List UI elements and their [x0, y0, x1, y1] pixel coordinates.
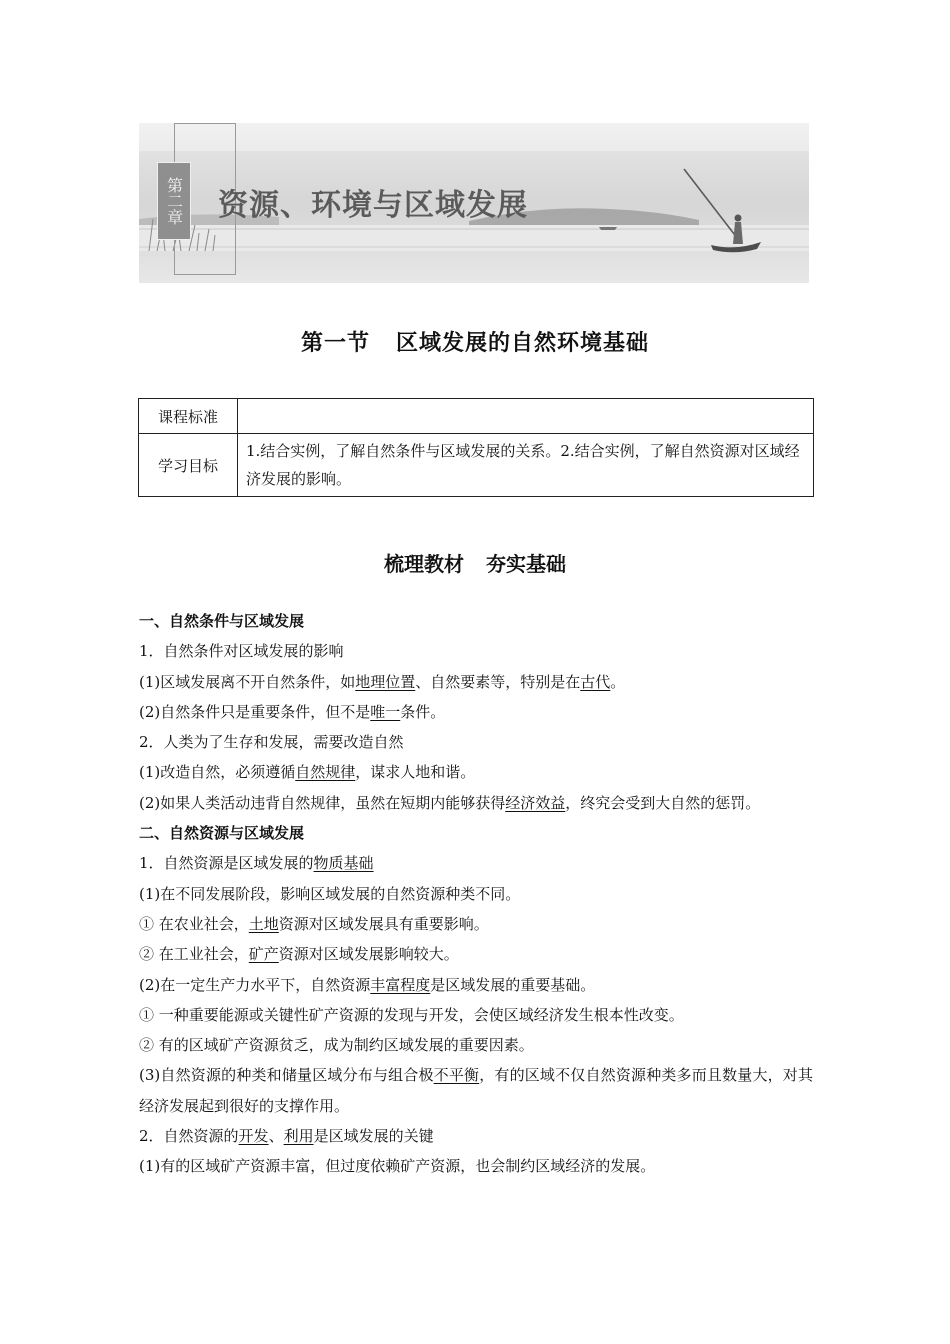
content-paragraph: 1．自然条件对区域发展的影响	[139, 642, 344, 661]
content-paragraph: 2．自然资源的开发、利用是区域发展的关键	[139, 1127, 434, 1146]
table-label-learning-goals: 学习目标	[139, 434, 238, 497]
blank-answer: 丰富程度	[370, 975, 431, 994]
content-paragraph: 2．人类为了生存和发展，需要改造自然	[139, 733, 404, 752]
subsection-heading-part2: 夯实基础	[486, 552, 566, 576]
content-paragraph: 1．自然资源是区域发展的物质基础	[139, 854, 374, 873]
subsection-heading	[0, 548, 950, 577]
blank-answer: 自然规律	[295, 763, 356, 782]
content-paragraph: ① 一种重要能源或关键性矿产资源的发现与开发，会使区域经济发生根本性改变。	[139, 1005, 684, 1024]
content-paragraph: (2)如果人类活动违背自然规律，虽然在短期内能够获得经济效益，终究会受到大自然的惩罚。	[139, 793, 761, 812]
content-heading-natural-conditions: 一、自然条件与区域发展	[139, 612, 305, 630]
blank-answer: 土地	[248, 914, 279, 933]
blank-answer: 经济效益	[505, 793, 566, 812]
table-value-curriculum-standard	[238, 399, 814, 434]
section-title	[0, 326, 950, 357]
content-paragraph: (1)在不同发展阶段，影响区域发展的自然资源种类不同。	[139, 884, 521, 903]
content-paragraph: (3)自然资源的种类和储量区域分布与组合极不平衡，有的区域不仅自然资源种类多而且数量大，对其经济发展起到很好的支撑作用。	[139, 1066, 813, 1115]
blank-answer: 古代	[580, 672, 611, 691]
chapter-title: 资源、环境与区域发展	[218, 188, 528, 223]
table-row	[139, 399, 814, 434]
content-heading-natural-resources: 二、自然资源与区域发展	[139, 824, 305, 843]
subsection-heading-part1: 梳理教材	[384, 552, 464, 576]
content-paragraph: (2)自然条件只是重要条件，但不是唯一条件。	[139, 702, 446, 721]
chapter-number-badge: 第二章	[157, 162, 191, 240]
content-paragraph: (1)有的区域矿产资源丰富，但过度依赖矿产资源，也会制约区域经济的发展。	[139, 1157, 656, 1176]
content-paragraph: ② 在工业社会，矿产资源对区域发展影响较大。	[139, 945, 459, 964]
content-paragraph: ② 有的区域矿产资源贫乏，成为制约区域发展的重要因素。	[139, 1036, 534, 1055]
blank-answer: 开发	[238, 1127, 269, 1146]
lesson-content	[139, 606, 813, 1182]
section-name: 区域发展的自然环境基础	[396, 331, 650, 356]
blank-answer: 不平衡	[433, 1066, 480, 1085]
blank-answer: 矿产	[248, 945, 279, 964]
blank-answer: 利用	[283, 1127, 314, 1146]
table-row	[139, 434, 814, 497]
table-label-curriculum-standard: 课程标准	[139, 399, 238, 434]
content-paragraph: ① 在农业社会，土地资源对区域发展具有重要影响。	[139, 914, 489, 933]
table-value-learning-goals: 1.结合实例，了解自然条件与区域发展的关系。2.结合实例，了解自然资源对区域经济发展的影响。	[238, 434, 814, 497]
curriculum-standards-table	[138, 398, 814, 497]
blank-answer: 地理位置	[355, 672, 416, 691]
blank-answer: 唯一	[370, 702, 401, 721]
section-number: 第一节	[300, 331, 370, 356]
content-paragraph: (1)区域发展离不开自然条件，如地理位置、自然要素等，特别是在古代。	[139, 672, 626, 691]
content-paragraph: (1)改造自然，必须遵循自然规律，谋求人地和谐。	[139, 763, 476, 782]
content-paragraph: (2)在一定生产力水平下，自然资源丰富程度是区域发展的重要基础。	[139, 975, 596, 994]
blank-answer: 物质基础	[313, 854, 374, 873]
